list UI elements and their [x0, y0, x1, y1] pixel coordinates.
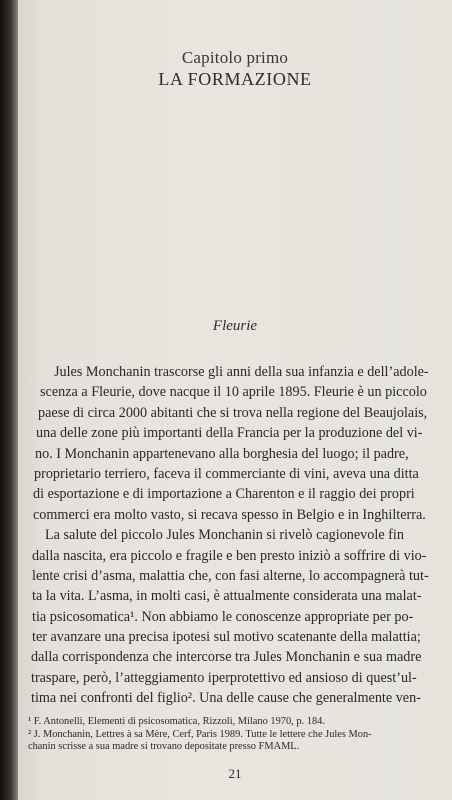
text-line-content: scenza a Fleurie, dove nacque il 10 aprile 1895. Fleurie è un piccolo — [40, 384, 427, 401]
text-line — [18, 647, 452, 667]
text-line — [18, 566, 452, 586]
footnote-line — [18, 716, 452, 729]
footnote-line — [18, 741, 452, 754]
footnotes — [18, 716, 452, 754]
text-line — [18, 627, 452, 647]
text-line — [18, 423, 452, 443]
text-line — [18, 484, 452, 504]
text-line — [18, 546, 452, 566]
text-line — [18, 362, 452, 382]
text-line — [18, 505, 452, 525]
text-line-content: di esportazione e di importazione a Charenton e il raggio dei propri — [33, 486, 415, 503]
text-line-content: commerci era molto vasto, si recava spesso in Belgio e in Inghilterra. — [33, 506, 426, 523]
text-line-content: tima nei confronti del figlio². Una delle cause che generalmente ven- — [31, 690, 421, 707]
text-line-content: traspare, però, l’atteggiamento iperprotettivo ed ansioso di quest’ul- — [31, 669, 417, 686]
section-title: Fleurie — [212, 318, 258, 334]
text-line — [18, 464, 452, 484]
text-line-content: Jules Monchanin trascorse gli anni della sua infanzia e dell’adole- — [54, 364, 429, 380]
footnote-text: ¹ F. Antonelli, Elementi di psicosomatica, Rizzoli, Milano 1970, p. 184. — [28, 716, 325, 727]
text-line — [18, 607, 452, 627]
footnote-text: ² J. Monchanin, Lettres à sa Mère, Cerf, Paris 1989. Tutte le lettere che Jules Mon- — [28, 728, 372, 740]
text-line-content: proprietario terriero, faceva il commerciante di vini, aveva una ditta — [34, 465, 419, 482]
text-line — [18, 525, 452, 545]
footnote-line — [18, 729, 452, 742]
book-page — [18, 0, 452, 800]
text-line-content: ter avanzare una precisa ipotesi sul motivo scatenante della malattia; — [32, 629, 421, 646]
text-line-content: dalla nascita, era piccolo e fragile e ben presto iniziò a soffrire di vio- — [32, 547, 427, 564]
body-text — [18, 362, 452, 709]
text-line — [18, 688, 452, 708]
text-line-content: lente crisi d’asma, malattia che, con fasi alterne, lo accompagnerà tut- — [32, 567, 429, 584]
text-line — [18, 586, 452, 606]
text-line-content: La salute del piccolo Jules Monchanin si rivelò cagionevole fin — [45, 527, 404, 544]
book-gutter — [0, 0, 18, 800]
chapter-title: LA FORMAZIONE — [158, 69, 312, 89]
text-line-content: no. I Monchanin appartenevano alla borghesia del luogo; il padre, — [35, 445, 409, 462]
footnote-text: chanin scrisse a sua madre si trovano depositate presso FMAML. — [28, 741, 300, 753]
chapter-number: Capitolo primo — [181, 48, 289, 67]
text-line-content: ta la vita. L’asma, in molti casi, è attualmente considerata una malat- — [32, 588, 422, 605]
text-line-content: dalla corrispondenza che intercorse tra Jules Monchanin e sua madre — [31, 649, 422, 666]
text-line-content: paese di circa 2000 abitanti che si trova nella regione del Beaujolais, — [38, 404, 428, 421]
text-line — [18, 403, 452, 423]
text-line — [18, 382, 452, 402]
text-line-content: tia psicosomatica¹. Non abbiamo le conoscenze appropriate per po- — [32, 608, 414, 625]
text-line-content: una delle zone più importanti della Francia per la produzione del vi- — [36, 425, 423, 442]
text-line — [18, 668, 452, 688]
chapter-heading — [18, 48, 452, 90]
page-number: 21 — [228, 766, 242, 781]
text-line — [18, 444, 452, 464]
